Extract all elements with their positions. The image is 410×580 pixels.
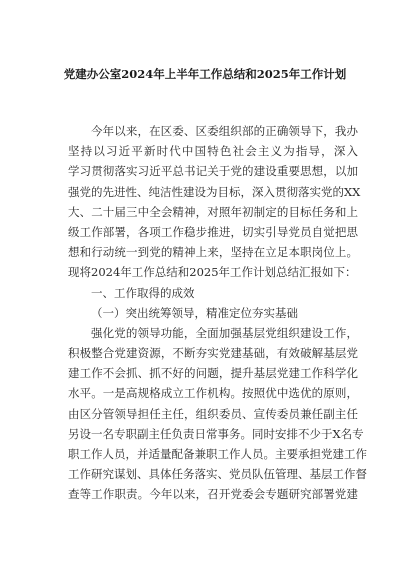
paragraph-line: 水平。一是高规格成立工作机构。按照优中选优的原则，	[68, 386, 358, 401]
section-heading: 一、工作取得的成效	[91, 285, 195, 300]
paragraph-line: 坚持以习近平新时代中国特色社会主义为指导，深入	[68, 144, 358, 159]
document-body	[68, 121, 367, 505]
paragraph-line: 强党的先进性、纯洁性建设为目标，深入贯彻落实党的XX	[68, 184, 361, 199]
paragraph-line: 工作研究谋划、具体任务落实、党员队伍管理、基层工作督	[68, 467, 367, 482]
paragraph-line: 由区分管领导担任主任，组织委员、宣传委员兼任副主任	[68, 406, 358, 421]
paragraph-line: 积极整合党建资源，不断夯实党建基础，有效破解基层党	[68, 346, 358, 361]
document-title: 党建办公室2024年上半年工作总结和2025年工作计划	[63, 67, 347, 81]
paragraph-line: 想和行动统一到党的精神上来，坚持在立足本职岗位上。	[68, 245, 358, 260]
paragraph-line: 另设一名专职副主任负责日常事务。同时安排不少于X名专	[68, 426, 364, 441]
paragraph-line: 大、二十届三中全会精神，对照年初制定的目标任务和上	[68, 204, 358, 219]
paragraph-line: 今年以来，在区委、区委组织部的正确领导下，我办	[91, 124, 358, 138]
paragraph-line: 强化党的领导功能，全面加强基层党组织建设工作，	[91, 325, 358, 340]
paragraph-line: 查等工作职责。今年以来，召开党委会专题研究部署党建	[68, 487, 358, 502]
paragraph-line: 建工作不会抓、抓不好的问题，提升基层党建工作科学化	[68, 366, 358, 381]
paragraph-line: 级工作部署，各项工作稳步推进，切实引导党员自觉把思	[68, 224, 358, 239]
paragraph-line: 现将2024年工作总结和2025年工作计划总结汇报如下：	[68, 265, 357, 280]
paragraph-line: 学习贯彻落实习近平总书记关于党的建设重要思想，以加	[68, 164, 358, 179]
paragraph-line: 职工作人员，并适量配备兼职工作人员。主要承担党建工作	[68, 447, 367, 461]
subsection-heading: （一）突出统筹领导，精准定位夯实基础	[91, 305, 298, 320]
